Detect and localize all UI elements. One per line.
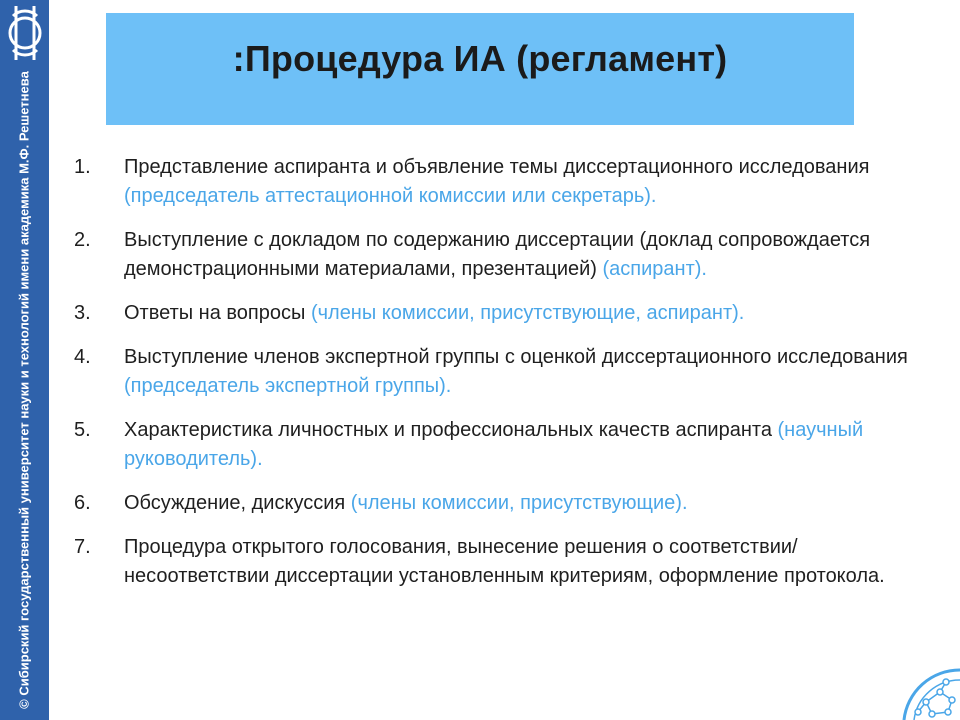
item-text: Представление аспиранта и объявление темы диссертационного исследования [124,156,870,178]
university-caption: © Сибирский государственный университет науки и технологий имени академика М.Ф. Решетнева [16,71,32,709]
item-text: Ответы на вопросы [124,302,311,324]
procedure-list [74,153,944,606]
item-role: (члены комиссии, присутствующие, аспирант). [310,302,745,324]
item-number: 3. [74,302,91,324]
item-number: 5. [74,419,91,441]
item-number: 1. [74,156,91,178]
page-title: :Процедура ИА (регламент) [232,38,728,79]
list-item [74,226,944,284]
item-text: Процедура открытого голосования, вынесение решения о соответствии/ несоответствии диссертации установленным критериям, оформление протокола. [124,536,885,587]
item-role: (научный руководитель). [124,419,864,470]
list-item [74,533,944,591]
list-item [74,153,944,211]
item-role: (председатель экспертной группы). [124,375,452,397]
item-role: (председатель аттестационной комиссии или секретарь). [124,185,657,207]
item-role: (члены комиссии, присутствующие). [350,492,688,514]
list-item [74,489,944,518]
title-banner [106,13,854,125]
item-number: 4. [74,346,91,368]
item-number: 7. [74,536,91,558]
list-item [74,343,944,401]
network-graphic-icon [896,662,960,720]
item-text: Выступление членов экспертной группы с оценкой диссертационного исследования [124,346,908,368]
university-logo-icon [4,2,46,64]
item-number: 2. [74,229,91,251]
item-text: Обсуждение, дискуссия [124,492,351,514]
item-number: 6. [74,492,91,514]
list-item [74,416,944,474]
list-item [74,299,944,328]
item-role: (аспирант). [602,258,707,280]
item-text: Характеристика личностных и профессиональных качеств аспиранта [124,419,778,441]
side-band [0,0,49,720]
item-text: Выступление с докладом по содержанию диссертации (доклад сопровождается демонстрационными материалами, презентацией) [124,229,871,280]
